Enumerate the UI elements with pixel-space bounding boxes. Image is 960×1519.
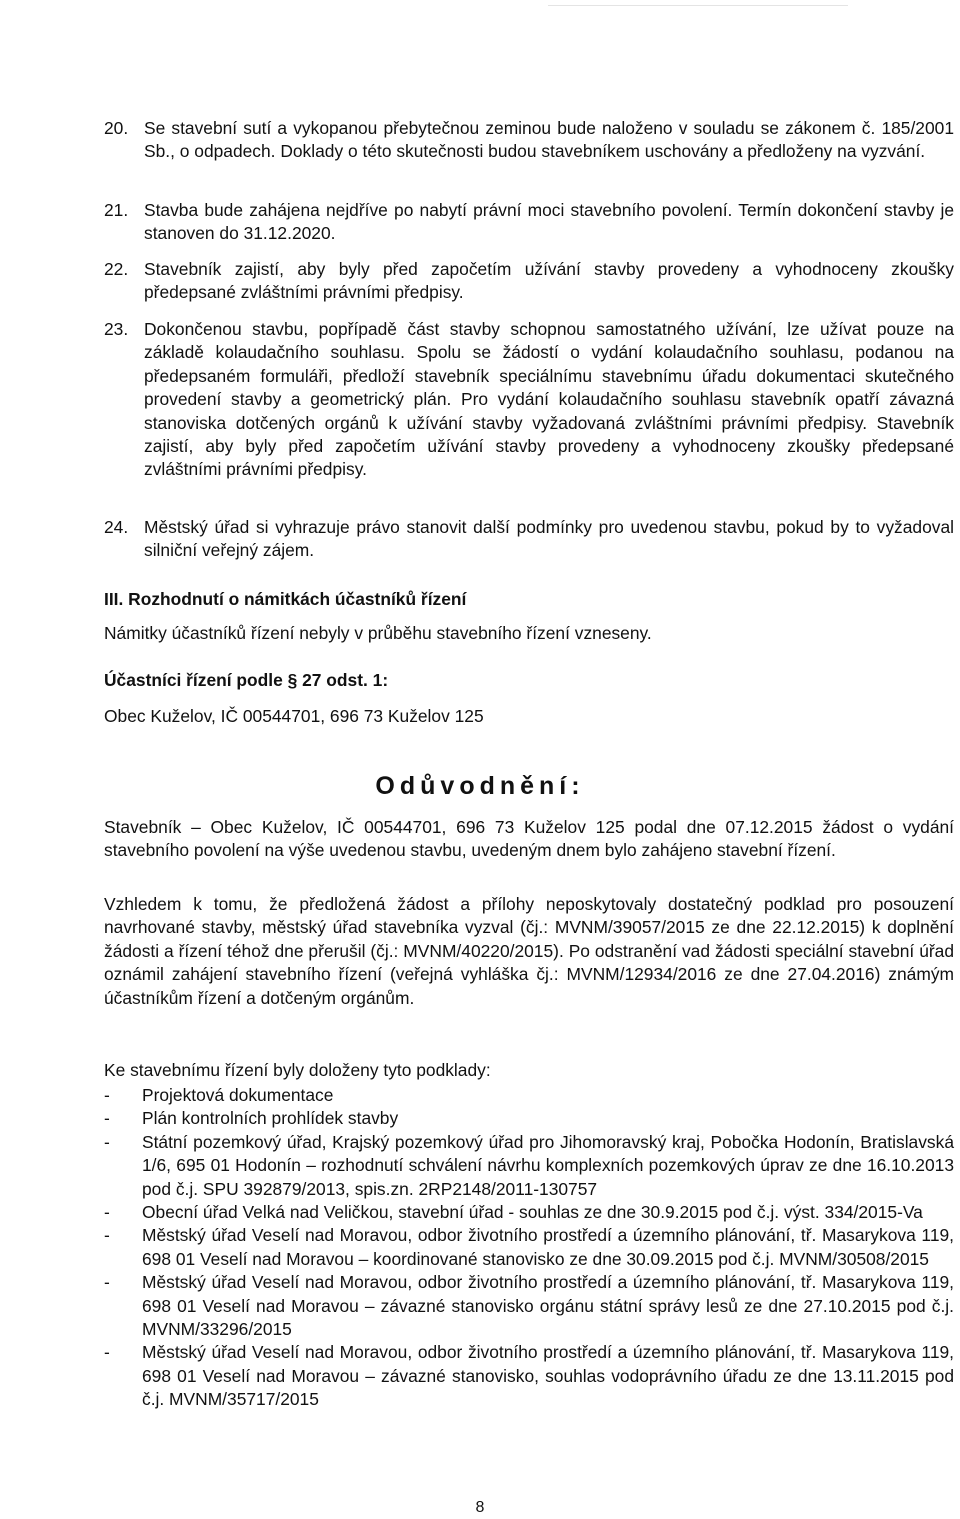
list-item	[104, 1201, 954, 1224]
list-item-text: Projektová dokumentace	[142, 1085, 334, 1105]
list-dash: -	[104, 1225, 110, 1246]
list-dash: -	[104, 1272, 110, 1293]
list-item-text: Městský úřad Veselí nad Moravou, odbor životního prostředí a územního plánování, tř. Masarykova 119, 698 01 Veselí nad Moravou – koordinované stanovisko ze dne 30.09.2015 pod č.j. MVNM/30508/2015	[142, 1225, 954, 1269]
section-heading-objections: III. Rozhodnutí o námitkách účastníků řízení	[104, 589, 467, 609]
item-number: 23.	[104, 319, 129, 339]
item-text: Se stavební sutí a vykopanou přebytečnou zeminou bude naloženo v souladu se zákonem č. 185/2001 Sb., o odpadech. Doklady o této skutečnosti budou stavebníkem uschovány a předloženy na vyzvání.	[144, 118, 954, 162]
reasoning-title: Odůvodnění:	[375, 772, 585, 800]
list-item-text: Městský úřad Veselí nad Moravou, odbor životního prostředí a územního plánování, tř. Masarykova 119, 698 01 Veselí nad Moravou – závazné stanovisko orgánu státní správy lesů ze dne 27.10.2015 pod č.j. MVNM/33296/2015	[142, 1272, 954, 1340]
list-item-text: Městský úřad Veselí nad Moravou, odbor životního prostředí a územního plánování, tř. Masarykova 119, 698 01 Veselí nad Moravou – závazné stanovisko, souhlas vodoprávního úřadu ze dne 13.11.2015 pod č.j. MVNM/35717/2015	[142, 1342, 954, 1410]
reasoning-paragraph-1: Stavebník – Obec Kuželov, IČ 00544701, 696 73 Kuželov 125 podal dne 07.12.2015 žádost o vydání stavebního povolení na výše uvedenou stavbu, uvedeným dnem bylo zahájeno stavební řízení.	[104, 817, 954, 861]
item-text: Stavebník zajistí, aby byly před započetím užívání stavby provedeny a vyhodnoceny zkoušky předepsané zvláštními právními předpisy.	[144, 259, 954, 303]
item-text: Stavba bude zahájena nejdříve po nabytí právní moci stavebního povolení. Termín dokončení stavby je stanoven do 31.12.2020.	[144, 200, 954, 244]
item-number: 22.	[104, 259, 129, 279]
documents-intro: Ke stavebnímu řízení byly doloženy tyto podklady:	[104, 1060, 491, 1080]
item-text: Městský úřad si vyhrazuje právo stanovit další podmínky pro uvedenou stavbu, pokud by to vyžadoval silniční veřejný zájem.	[144, 517, 954, 561]
list-dash: -	[104, 1202, 110, 1223]
participants-heading: Účastníci řízení podle § 27 odst. 1:	[104, 670, 389, 690]
list-dash: -	[104, 1342, 110, 1363]
list-item	[104, 1107, 954, 1130]
reasoning-paragraph-2: Vzhledem k tomu, že předložená žádost a přílohy neposkytovaly dostatečný podklad pro posouzení navrhované stavby, městský úřad stavebníka vyzval (čj.: MVNM/39057/2015 ze dne 22.12.2015) k doplnění žádosti a řízení téhož dne přerušil (čj.: MVNM/40220/2015). Po odstranění vad žádosti speciální stavební úřad oznámil zahájení stavebního řízení (veřejná vyhláška čj.: MVNM/12934/2016 ze dne 27.04.2016) známým účastníkům řízení a dotčeným orgánům.	[104, 894, 954, 1008]
objections-text: Námitky účastníků řízení nebyly v průběhu stavebního řízení vzneseny.	[104, 623, 652, 643]
documents-list	[104, 1084, 954, 1412]
item-number: 24.	[104, 517, 129, 537]
list-item-text: Státní pozemkový úřad, Krajský pozemkový úřad pro Jihomoravský kraj, Pobočka Hodonín, Bratislavská 1/6, 695 01 Hodonín – rozhodnutí schválení návrhu komplexních pozemkových úprav ze dne 16.10.2013 pod č.j. SPU 392879/2013, spis.zn. 2RP2148/2011-130757	[142, 1131, 954, 1199]
list-item-text: Obecní úřad Velká nad Veličkou, stavební úřad - souhlas ze dne 30.9.2015 pod č.j. výst. 334/2015-Va	[142, 1202, 923, 1223]
list-item	[104, 1341, 954, 1411]
participants-text: Obec Kuželov, IČ 00544701, 696 73 Kuželov 125	[104, 706, 484, 726]
top-rule	[548, 5, 848, 6]
page-number: 8	[475, 1499, 485, 1516]
list-item	[104, 1224, 954, 1271]
list-dash: -	[104, 1131, 110, 1152]
list-dash: -	[104, 1108, 110, 1129]
list-item	[104, 1131, 954, 1201]
list-item-text: Plán kontrolních prohlídek stavby	[142, 1108, 399, 1129]
list-item	[104, 1084, 954, 1107]
item-number: 21.	[104, 200, 129, 220]
list-dash: -	[104, 1085, 110, 1105]
item-number: 20.	[104, 118, 129, 138]
item-text: Dokončenou stavbu, popřípadě část stavby schopnou samostatného užívání, lze užívat pouze na základě kolaudačního souhlasu. Spolu se žádostí o vydání kolaudačního souhlasu, podanou na předepsaném formuláři, předloží stavebník speciálnímu stavebnímu úřadu dokumentaci skutečného provedení stavby a geometrický plán. Pro vydání kolaudačního souhlasu stavebník opatří závazná stanoviska dotčených orgánů k užívání stavby vyžadovaná zvláštními právními předpisy. Stavebník zajistí, aby byly před započetím užívání stavby provedeny a vyhodnoceny zkoušky předepsané zvláštními právními předpisy.	[144, 319, 954, 480]
list-item	[104, 1271, 954, 1341]
